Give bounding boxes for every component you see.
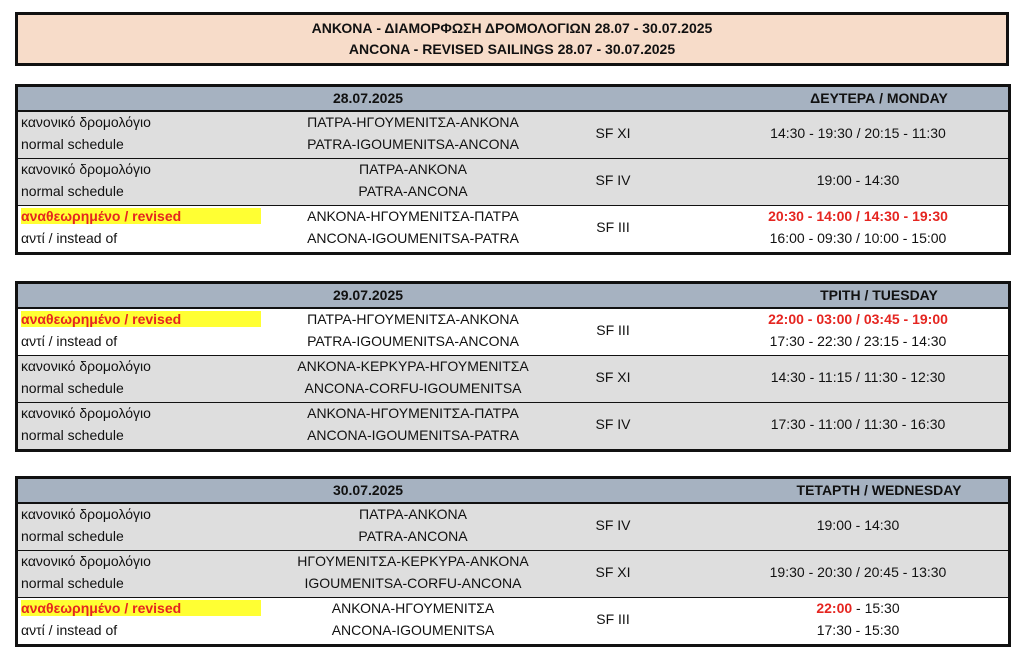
day-date: 30.07.2025 xyxy=(332,482,404,498)
schedule-row xyxy=(18,112,1008,158)
route-greek: ΠΑΤΡΑ-ΗΓΟΥΜΕΝΙΤΣΑ-ΑΝΚΟΝΑ xyxy=(307,311,519,327)
revised-times xyxy=(678,600,1024,616)
normal-label-english: normal schedule xyxy=(21,427,124,443)
schedule-row-revised xyxy=(18,597,1008,644)
schedule-row-revised xyxy=(18,205,1008,252)
normal-label-english: normal schedule xyxy=(21,136,124,152)
revised-label: αναθεωρημένο / revised xyxy=(21,208,261,224)
day-header xyxy=(18,87,1008,112)
route-greek: ΠΑΤΡΑ-ΑΝΚΟΝΑ xyxy=(359,506,467,522)
route-english: PATRA-ANCONA xyxy=(358,183,468,199)
ship-name: SF IV xyxy=(595,172,631,188)
normal-label-english: normal schedule xyxy=(21,380,124,396)
revised-times: 20:30 - 14:00 / 14:30 - 19:30 xyxy=(768,208,948,224)
route-english: ANCONA-IGOUMENITSA xyxy=(331,622,495,638)
sailing-times: 14:30 - 11:15 / 11:30 - 12:30 xyxy=(770,369,946,385)
schedule-row xyxy=(18,158,1008,205)
schedule-row xyxy=(18,355,1008,402)
route-english: PATRA-IGOUMENITSA-ANCONA xyxy=(307,136,519,152)
revised-times: 22:00 - 03:00 / 03:45 - 19:00 xyxy=(768,311,948,327)
route-greek: ΗΓΟΥΜΕΝΙΤΣΑ-ΚΕΡΚΥΡΑ-ΑΝΚΟΝΑ xyxy=(297,553,529,569)
day-name: ΤΕΤΑΡΤΗ / WEDNESDAY xyxy=(796,482,962,498)
original-times: 16:00 - 09:30 / 10:00 - 15:00 xyxy=(769,230,947,246)
revised-departure: 22:00 xyxy=(816,600,853,616)
normal-label-greek: κανονικό δρομολόγιο xyxy=(21,358,151,374)
revised-label: αναθεωρημένο / revised xyxy=(21,600,261,616)
instead-of-label: αντί / instead of xyxy=(21,333,118,349)
normal-label-english: normal schedule xyxy=(21,528,124,544)
page-title-english: ANCONA - REVISED SAILINGS 28.07 - 30.07.2025 xyxy=(348,41,676,57)
day-date: 28.07.2025 xyxy=(332,90,404,106)
sailing-times: 19:30 - 20:30 / 20:45 - 13:30 xyxy=(769,564,947,580)
normal-label-greek: κανονικό δρομολόγιο xyxy=(21,161,151,177)
normal-label-greek: κανονικό δρομολόγιο xyxy=(21,553,151,569)
ship-name: SF XI xyxy=(595,125,631,141)
revised-label: αναθεωρημένο / revised xyxy=(21,311,261,327)
page-title-box xyxy=(15,12,1009,66)
schedule-row xyxy=(18,402,1008,449)
day-block-monday xyxy=(15,84,1011,255)
instead-of-label: αντί / instead of xyxy=(21,230,118,246)
original-times: 17:30 - 22:30 / 23:15 - 14:30 xyxy=(769,333,947,349)
route-greek: ΑΝΚΟΝΑ-ΗΓΟΥΜΕΝΙΤΣΑ-ΠΑΤΡΑ xyxy=(307,208,519,224)
ship-name: SF III xyxy=(596,611,630,627)
route-english: PATRA-ANCONA xyxy=(358,528,468,544)
ship-name: SF XI xyxy=(595,564,631,580)
revised-arrival: - 15:30 xyxy=(852,600,900,616)
normal-label-english: normal schedule xyxy=(21,575,124,591)
schedule-row xyxy=(18,550,1008,597)
route-greek: ΠΑΤΡΑ-ΗΓΟΥΜΕΝΙΤΣΑ-ΑΝΚΟΝΑ xyxy=(307,114,519,130)
route-english: ANCONA-CORFU-IGOUMENITSA xyxy=(304,380,522,396)
page-title-greek: ΑΝΚΟΝΑ - ΔΙΑΜΟΡΦΩΣΗ ΔΡΟΜΟΛΟΓΙΩΝ 28.07 - 30.07.2025 xyxy=(311,20,713,36)
normal-label-english: normal schedule xyxy=(21,183,124,199)
sailing-times: 19:00 - 14:30 xyxy=(816,517,900,533)
schedule-row-revised xyxy=(18,309,1008,355)
route-english: PATRA-IGOUMENITSA-ANCONA xyxy=(307,333,519,349)
route-greek: ΑΝΚΟΝΑ-ΚΕΡΚΥΡΑ-ΗΓΟΥΜΕΝΙΤΣΑ xyxy=(297,358,529,374)
day-block-wednesday xyxy=(15,476,1011,647)
day-block-tuesday xyxy=(15,281,1011,452)
route-greek: ΑΝΚΟΝΑ-ΗΓΟΥΜΕΝΙΤΣΑ xyxy=(331,600,495,616)
sailing-times: 14:30 - 19:30 / 20:15 - 11:30 xyxy=(770,125,946,141)
day-name: ΤΡΙΤΗ / TUESDAY xyxy=(820,287,938,303)
ship-name: SF III xyxy=(596,219,630,235)
normal-label-greek: κανονικό δρομολόγιο xyxy=(21,405,151,421)
day-name: ΔΕΥΤΕΡΑ / MONDAY xyxy=(810,90,948,106)
sailing-times: 19:00 - 14:30 xyxy=(816,172,900,188)
ship-name: SF IV xyxy=(595,416,631,432)
route-english: ANCONA-IGOUMENITSA-PATRA xyxy=(307,230,519,246)
original-times: 17:30 - 15:30 xyxy=(816,622,900,638)
route-english: IGOUMENITSA-CORFU-ANCONA xyxy=(304,575,522,591)
route-greek: ΠΑΤΡΑ-ΑΝΚΟΝΑ xyxy=(359,161,467,177)
route-english: ANCONA-IGOUMENITSA-PATRA xyxy=(307,427,519,443)
day-header xyxy=(18,479,1008,504)
sailing-times: 17:30 - 11:00 / 11:30 - 16:30 xyxy=(770,416,946,432)
ship-name: SF IV xyxy=(595,517,631,533)
ship-name: SF III xyxy=(596,322,630,338)
day-date: 29.07.2025 xyxy=(332,287,404,303)
schedule-row xyxy=(18,504,1008,550)
instead-of-label: αντί / instead of xyxy=(21,622,118,638)
route-greek: ΑΝΚΟΝΑ-ΗΓΟΥΜΕΝΙΤΣΑ-ΠΑΤΡΑ xyxy=(307,405,519,421)
ship-name: SF XI xyxy=(595,369,631,385)
normal-label-greek: κανονικό δρομολόγιο xyxy=(21,114,151,130)
day-header xyxy=(18,284,1008,309)
normal-label-greek: κανονικό δρομολόγιο xyxy=(21,506,151,522)
